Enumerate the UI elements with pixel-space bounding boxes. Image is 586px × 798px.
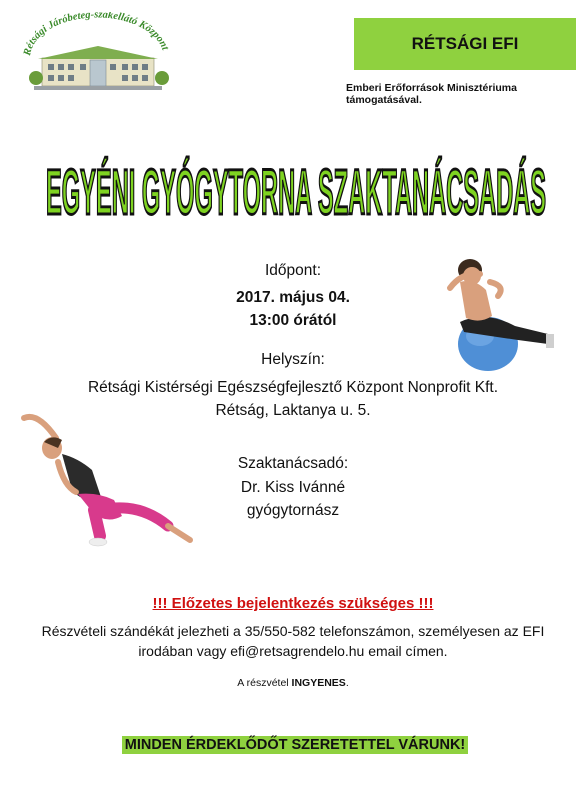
advisor-label: Szaktanácsadó: [237, 455, 349, 472]
registration-required-notice [60, 595, 526, 612]
page-title [36, 128, 556, 238]
time-label: Időpont: [264, 262, 322, 279]
advisor-title: gyógytornász [246, 502, 340, 519]
logo-arc-text: Rétsági Járóbeteg-szakellátó Központ [22, 12, 171, 57]
event-time: 13:00 órától [249, 312, 337, 329]
free-prefix: A részvétel [237, 677, 292, 689]
place-label: Helyszín: [261, 351, 325, 368]
advisor-name: Dr. Kiss Ivánné [240, 479, 346, 496]
title-text: EGYÉNI GYÓGYTORNA SZAKTANÁCSADÁS [46, 155, 546, 228]
place-line-2: Rétság, Laktanya u. 5. [215, 402, 371, 419]
welcome-text: MINDEN ÉRDEKLŐDŐT SZERETETTEL VÁRUNK! [122, 736, 469, 754]
efi-header-box [354, 18, 576, 70]
place-line-1: Rétsági Kistérségi Egészségfejlesztő Központ Nonprofit Kft. [87, 379, 499, 396]
event-date: 2017. május 04. [236, 289, 350, 306]
free-suffix: . [345, 677, 349, 689]
stretching-woman-photo [18, 408, 196, 548]
exercise-ball-photo [430, 252, 560, 377]
registration-required-text: !!! Előzetes bejelentkezés szükséges !!! [152, 595, 434, 612]
free-word: INGYENES [291, 677, 346, 689]
contact-line-1: Részvételi szándékát jelezheti a 35/550-582 telefonszámon, személyesen az EFI [41, 623, 545, 639]
clinic-logo [22, 12, 172, 92]
free-participation-text [60, 677, 526, 689]
contact-line-2: irodában vagy efi@retsagrendelo.hu email címen. [138, 643, 448, 659]
ministry-support-text: Emberi Erőforrások Minisztériuma támogatásával. [346, 82, 517, 106]
welcome-footer [120, 737, 470, 753]
efi-label: RÉTSÁGI EFI [411, 34, 519, 53]
